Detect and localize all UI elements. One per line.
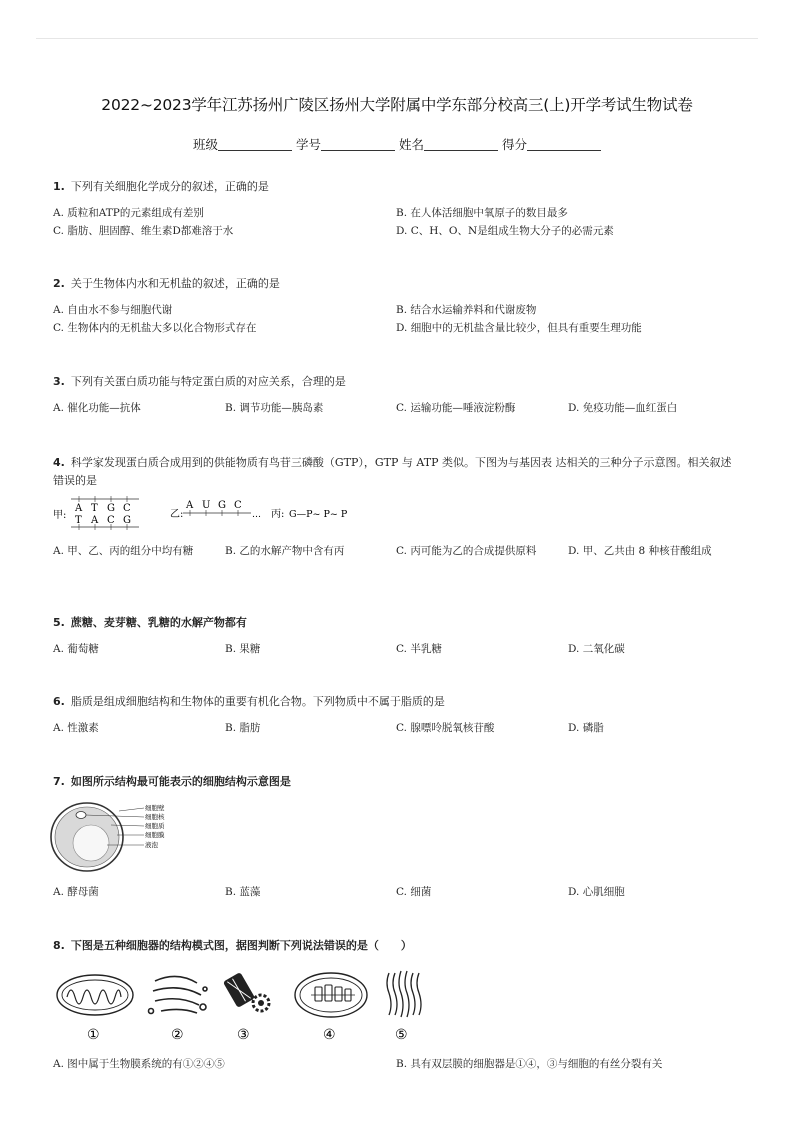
class-blank[interactable] [218,138,292,151]
option-a[interactable]: A. 质粒和ATP的元素组成有差别 [53,207,204,219]
jia-top-base: T [91,503,98,514]
question-2 [53,275,743,333]
question-text: 下列有关蛋白质功能与特定蛋白质的对应关系，合理的是 [70,375,346,388]
question-number: 4. [53,456,65,469]
molecule-diagram [53,493,373,535]
option-a[interactable]: A. 自由水不参与细胞代谢 [53,304,173,316]
question-4 [53,454,743,557]
question-number: 6. [53,695,65,708]
option-a[interactable]: A. 图中属于生物膜系统的有①②④⑤ [53,1058,225,1070]
option-d[interactable]: D. 二氧化碳 [568,643,625,655]
question-8 [53,937,743,1070]
question-6 [53,693,743,735]
question-text: 脂质是组成细胞结构和生物体的重要有机化合物。下列物质中不属于脂质的是 [70,695,445,708]
question-stem [53,178,743,196]
question-stem [53,693,743,711]
option-d[interactable]: D. 细胞中的无机盐含量比较少，但具有重要生理功能 [396,322,642,334]
jia-top-base: C [123,503,131,514]
yi-base: C [234,500,242,511]
question-number: 1. [53,180,65,193]
question-text: 下图是五种细胞器的结构模式图，据图判断下列说法错误的是（ ） [70,939,412,952]
cell-label: 液泡 [145,841,158,849]
option-d[interactable]: D. 免疫功能—血红蛋白 [568,402,678,414]
option-b[interactable]: B. 果糖 [225,643,261,655]
page-title: 2022~2023学年江苏扬州广陵区扬州大学附属中学东部分校高三(上)开学考试生物试卷 [101,96,693,114]
option-c[interactable]: C. 半乳糖 [396,643,442,655]
score-blank[interactable] [527,138,601,151]
chloroplast-figure [295,973,367,1017]
question-3 [53,373,743,415]
question-5 [53,614,743,656]
jia-bottom-base: G [123,515,131,526]
yi-tail: … [252,510,261,520]
jia-bottom-base: C [107,515,115,526]
question-text: 蔗糖、麦芽糖、乳糖的水解产物都有 [70,616,247,629]
option-c[interactable]: C. 细菌 [396,886,432,898]
option-b[interactable]: B. 调节功能—胰岛素 [225,402,324,414]
organelle-number: ⑤ [395,1027,408,1043]
option-b[interactable]: B. 结合水运输养料和代谢废物 [396,304,537,316]
yi-base: G [218,500,226,511]
question-text: 关于生物体内水和无机盐的叙述，正确的是 [70,277,280,290]
option-d[interactable]: D. 心肌细胞 [568,886,625,898]
cell-label: 细胞质 [145,822,165,830]
name-blank[interactable] [424,138,498,151]
bing-label: 丙: [271,509,285,520]
mitochondrion-figure [57,975,133,1015]
organelle-number: ① [87,1027,100,1043]
question-stem [53,937,743,955]
option-c[interactable]: C. 运输功能—唾液淀粉酶 [396,402,516,414]
option-c[interactable]: C. 丙可能为乙的合成提供原料 [396,545,537,557]
option-a[interactable]: A. 催化功能—抗体 [53,402,141,414]
option-c[interactable]: C. 脂肪、胆固醇、维生素D都难溶于水 [53,225,234,237]
question-1 [53,178,743,236]
question-text: 如图所示结构最可能表示的细胞结构示意图是 [70,775,291,788]
organelle-diagram [53,967,433,1045]
class-label: 班级 [192,137,218,152]
option-a[interactable]: A. 性激素 [53,722,99,734]
option-d[interactable]: D. 磷脂 [568,722,604,734]
option-b[interactable]: B. 在人体活细胞中氧原子的数目最多 [396,207,568,219]
option-d[interactable]: D. 甲、乙共由 8 种核苷酸组成 [568,545,712,557]
question-stem [53,773,743,791]
student-number-blank[interactable] [321,138,395,151]
name-label: 姓名 [398,137,424,152]
student-info-line [0,135,794,153]
organelle-number: ② [171,1027,184,1043]
cell-label: 细胞壁 [145,804,165,812]
yi-label: 乙: [170,509,184,520]
question-number: 7. [53,775,65,788]
jia-bottom-base: T [75,515,82,526]
question-number: 8. [53,939,65,952]
centrosome-figure [223,972,269,1011]
organelle-number: ③ [237,1027,250,1043]
option-b[interactable]: B. 具有双层膜的细胞器是①④，③与细胞的有丝分裂有关 [396,1058,663,1070]
option-d[interactable]: D. C、H、O、N是组成生物大分子的必需元素 [396,225,614,237]
golgi-figure [149,976,208,1013]
option-c[interactable]: C. 腺嘌呤脱氧核苷酸 [396,722,495,734]
nucleus [76,812,86,819]
option-a[interactable]: A. 酵母菌 [53,886,99,898]
option-a[interactable]: A. 葡萄糖 [53,643,99,655]
score-label: 得分 [501,137,527,152]
option-c[interactable]: C. 生物体内的无机盐大多以化合物形式存在 [53,322,257,334]
question-number: 3. [53,375,65,388]
option-b[interactable]: B. 脂肪 [225,722,261,734]
option-b[interactable]: B. 乙的水解产物中含有丙 [225,545,345,557]
organelle-number: ④ [323,1027,336,1043]
question-stem [53,454,738,490]
option-a[interactable]: A. 甲、乙、丙的组分中均有糖 [53,545,194,557]
question-number: 2. [53,277,65,290]
jia-top-base: G [107,503,115,514]
jia-bottom-base: A [91,515,99,526]
jia-label: 甲: [53,510,67,521]
er-figure [387,971,421,1017]
question-stem [53,373,743,391]
jia-top-base: A [75,503,83,514]
vacuole [73,825,109,861]
question-stem [53,275,743,293]
option-b[interactable]: B. 蓝藻 [225,886,261,898]
question-stem [53,614,743,632]
yi-base: U [202,500,211,511]
question-text: 下列有关细胞化学成分的叙述，正确的是 [70,180,269,193]
question-number: 5. [53,616,65,629]
bing-formula: G—P~ P~ P [289,509,348,520]
question-7 [53,773,743,898]
yi-base: A [186,500,194,511]
student-number-label: 学号 [295,137,321,152]
cell-label: 细胞核 [145,813,165,821]
cell-label: 细胞膜 [145,831,165,839]
cell-diagram [49,801,179,873]
header-rule [36,38,758,39]
question-text: 科学家发现蛋白质合成用到的供能物质有鸟苷三磷酸（GTP），GTP 与 ATP 类似。下图为与基因表 达相关的三种分子示意图。相关叙述错误的是 [53,456,732,487]
